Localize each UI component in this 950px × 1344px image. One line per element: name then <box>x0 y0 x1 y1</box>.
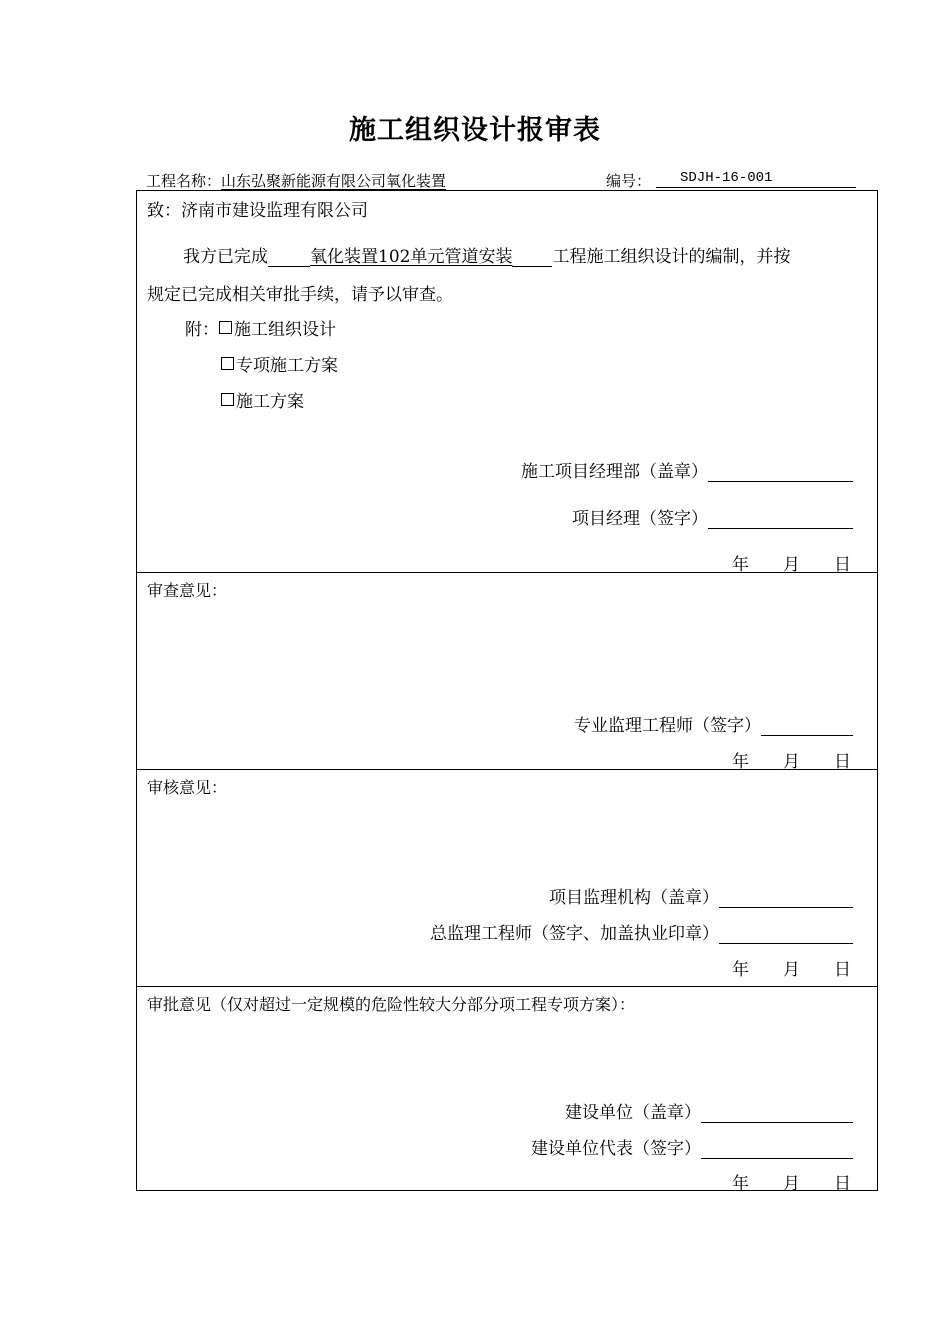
signature-row <box>565 1098 853 1123</box>
signature-line[interactable] <box>719 925 853 944</box>
signature-label: 专业监理工程师（签字） <box>574 716 761 736</box>
page-title: 施工组织设计报审表 <box>349 115 601 146</box>
project-field <box>146 170 446 191</box>
signature-label: 建设单位（盖章） <box>565 1103 701 1123</box>
submission-paragraph <box>183 242 790 267</box>
signature-row <box>521 457 853 482</box>
approval-table <box>136 190 878 1194</box>
signature-row <box>430 919 853 944</box>
divider <box>137 986 877 987</box>
checkbox[interactable] <box>221 393 234 406</box>
signature-line[interactable] <box>708 463 853 482</box>
to-label: 致： <box>147 201 181 221</box>
date-line: 年 月 日 <box>732 960 851 980</box>
attachment-3 <box>221 387 304 412</box>
signature-line[interactable] <box>701 1104 853 1123</box>
project-label: 工程名称： <box>146 172 222 190</box>
project-name: 山东弘聚新能源有限公司氧化装置 <box>221 172 447 190</box>
signature-row <box>549 883 853 908</box>
signature-label: 总监理工程师（签字、加盖执业印章） <box>430 924 719 944</box>
signature-label: 项目经理（签字） <box>572 509 708 529</box>
code-label: 编号： <box>606 172 652 190</box>
date-line: 年 月 日 <box>732 555 851 575</box>
signature-row <box>574 711 853 736</box>
to-value: 济南市建设监理有限公司 <box>181 201 368 221</box>
section-heading: 审核意见： <box>147 778 228 797</box>
code-value: SDJH-16-001 <box>680 170 773 186</box>
signature-label: 建设单位代表（签字） <box>531 1139 701 1159</box>
section-heading: 审批意见（仅对超过一定规模的危险性较大分部分项工程专项方案）： <box>147 995 636 1014</box>
section-heading: 审查意见： <box>147 581 228 600</box>
signature-line[interactable] <box>701 1140 853 1159</box>
code-underline <box>656 187 856 188</box>
checkbox[interactable] <box>219 321 232 334</box>
attachment-label: 专项施工方案 <box>236 356 338 376</box>
signature-line[interactable] <box>761 717 853 736</box>
attachment-1 <box>185 315 336 340</box>
attachment-label: 施工组织设计 <box>234 320 336 340</box>
signature-label: 项目监理机构（盖章） <box>549 888 719 908</box>
attachment-label: 施工方案 <box>236 392 304 412</box>
signature-line[interactable] <box>708 510 853 529</box>
date-line: 年 月 日 <box>732 1174 851 1194</box>
date-line: 年 月 日 <box>732 752 851 772</box>
para-project: 氧化装置102单元管道安装 <box>310 247 513 267</box>
para-suffix: 工程施工组织设计的编制，并按 <box>552 247 791 267</box>
attach-label: 附： <box>185 320 219 340</box>
para-prefix: 我方已完成 <box>183 247 268 267</box>
signature-line[interactable] <box>719 889 853 908</box>
recipient <box>147 196 368 221</box>
attachment-2 <box>221 351 338 376</box>
signature-label: 施工项目经理部（盖章） <box>521 462 708 482</box>
para-line2: 规定已完成相关审批手续，请予以审查。 <box>147 285 453 305</box>
checkbox[interactable] <box>221 357 234 370</box>
signature-row <box>572 504 853 529</box>
signature-row <box>531 1134 853 1159</box>
